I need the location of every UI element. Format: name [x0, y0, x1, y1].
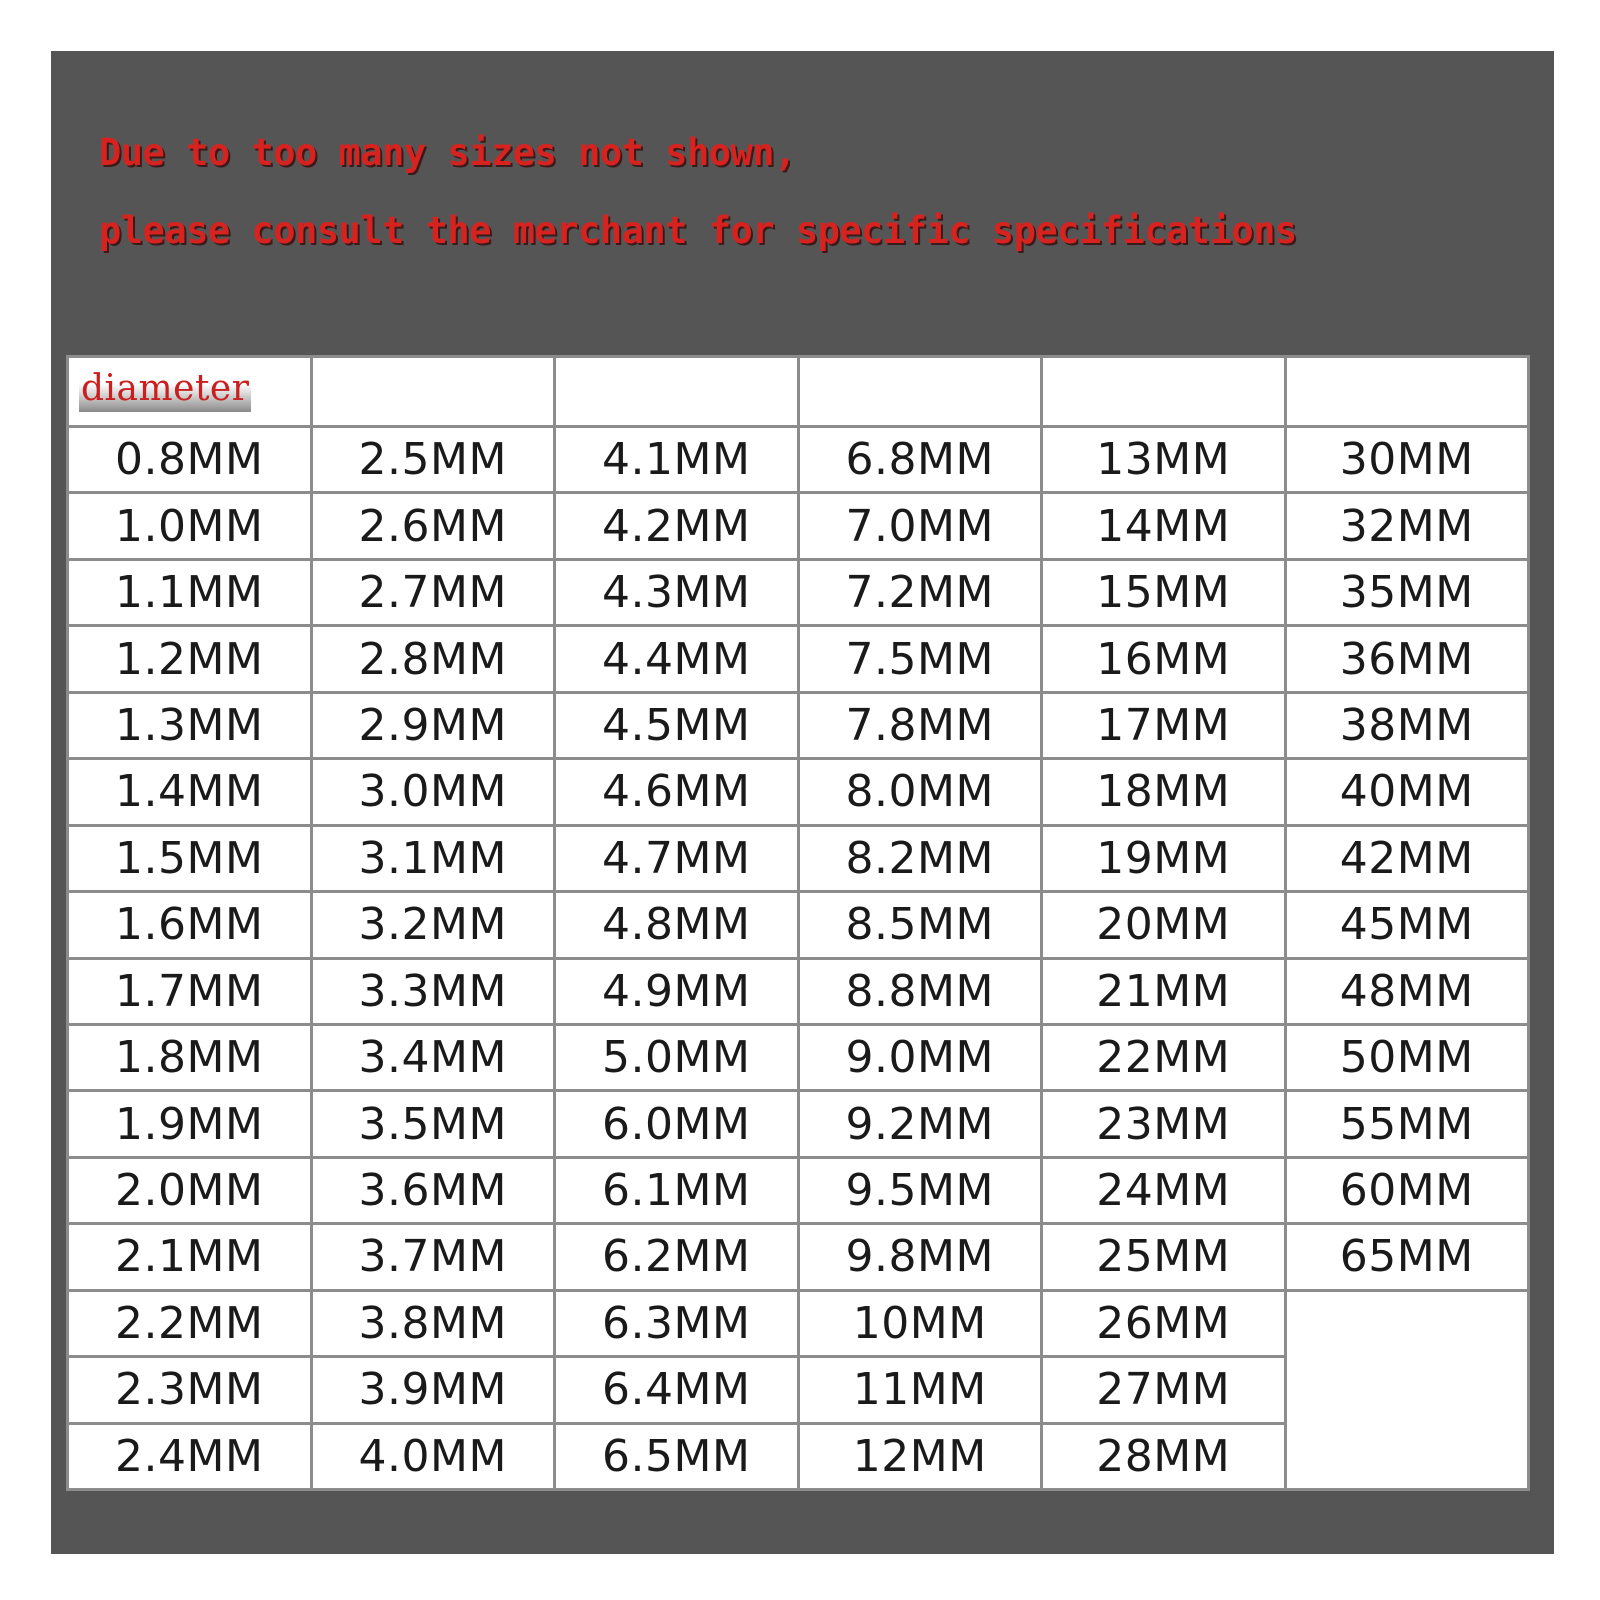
size-cell: 36MM [1287, 627, 1528, 690]
size-cell: 3.0MM [313, 760, 554, 823]
size-cell: 5.0MM [556, 1026, 797, 1089]
size-cell: 60MM [1287, 1159, 1528, 1222]
size-cell: 25MM [1043, 1225, 1284, 1288]
diameter-label: diameter [79, 366, 251, 412]
size-cell: 4.0MM [313, 1425, 554, 1488]
size-cell: 1.3MM [69, 694, 310, 757]
size-cell: 4.4MM [556, 627, 797, 690]
size-cell: 3.2MM [313, 893, 554, 956]
size-cell: 35MM [1287, 561, 1528, 624]
size-cell: 1.6MM [69, 893, 310, 956]
size-cell: 21MM [1043, 960, 1284, 1023]
size-cell: 2.9MM [313, 694, 554, 757]
size-cell: 3.8MM [313, 1292, 554, 1355]
size-cell: 6.5MM [556, 1425, 797, 1488]
size-cell: 3.6MM [313, 1159, 554, 1222]
size-cell: 2.8MM [313, 627, 554, 690]
size-cell: 6.4MM [556, 1358, 797, 1421]
size-cell: 1.4MM [69, 760, 310, 823]
size-cell: 7.2MM [800, 561, 1041, 624]
size-cell: 6.3MM [556, 1292, 797, 1355]
size-cell: 19MM [1043, 827, 1284, 890]
size-cell: 45MM [1287, 893, 1528, 956]
size-cell: 1.5MM [69, 827, 310, 890]
size-cell: 3.9MM [313, 1358, 554, 1421]
header-blank-cell [313, 358, 554, 425]
size-cell: 2.1MM [69, 1225, 310, 1288]
size-cell: 2.5MM [313, 428, 554, 491]
size-cell: 4.1MM [556, 428, 797, 491]
size-cell: 7.8MM [800, 694, 1041, 757]
size-cell: 24MM [1043, 1159, 1284, 1222]
size-cell: 4.6MM [556, 760, 797, 823]
size-cell: 3.3MM [313, 960, 554, 1023]
size-cell: 10MM [800, 1292, 1041, 1355]
size-cell: 2.6MM [313, 494, 554, 557]
size-cell: 4.2MM [556, 494, 797, 557]
size-cell: 1.2MM [69, 627, 310, 690]
size-cell: 6.2MM [556, 1225, 797, 1288]
size-cell: 3.5MM [313, 1092, 554, 1155]
size-cell: 7.5MM [800, 627, 1041, 690]
size-cell: 48MM [1287, 960, 1528, 1023]
size-cell: 1.0MM [69, 494, 310, 557]
size-cell: 4.5MM [556, 694, 797, 757]
header-blank-cell [1287, 358, 1528, 425]
size-cell: 6.8MM [800, 428, 1041, 491]
size-cell: 2.0MM [69, 1159, 310, 1222]
size-cell: 20MM [1043, 893, 1284, 956]
size-cell: 12MM [800, 1425, 1041, 1488]
size-cell: 8.5MM [800, 893, 1041, 956]
size-cell: 6.0MM [556, 1092, 797, 1155]
diameter-header-cell [69, 358, 310, 425]
size-cell: 30MM [1287, 428, 1528, 491]
size-cell: 38MM [1287, 694, 1528, 757]
empty-cell [1287, 1292, 1528, 1488]
size-cell: 11MM [800, 1358, 1041, 1421]
size-cell: 3.1MM [313, 827, 554, 890]
size-cell: 4.3MM [556, 561, 797, 624]
header-blank-cell [1043, 358, 1284, 425]
size-cell: 17MM [1043, 694, 1284, 757]
size-cell: 13MM [1043, 428, 1284, 491]
size-cell: 8.0MM [800, 760, 1041, 823]
size-cell: 9.5MM [800, 1159, 1041, 1222]
size-cell: 40MM [1287, 760, 1528, 823]
size-cell: 4.8MM [556, 893, 797, 956]
size-cell: 1.9MM [69, 1092, 310, 1155]
size-cell: 1.7MM [69, 960, 310, 1023]
size-cell: 27MM [1043, 1358, 1284, 1421]
size-cell: 26MM [1043, 1292, 1284, 1355]
header-blank-cell [556, 358, 797, 425]
notice-line-1: Due to too many sizes not shown, [99, 131, 796, 174]
size-table [66, 355, 1530, 1491]
size-cell: 7.0MM [800, 494, 1041, 557]
size-cell: 9.8MM [800, 1225, 1041, 1288]
size-cell: 32MM [1287, 494, 1528, 557]
notice-line-2: please consult the merchant for specific specifications [99, 209, 1297, 252]
size-cell: 9.0MM [800, 1026, 1041, 1089]
size-cell: 22MM [1043, 1026, 1284, 1089]
size-cell: 23MM [1043, 1092, 1284, 1155]
size-cell: 9.2MM [800, 1092, 1041, 1155]
size-cell: 65MM [1287, 1225, 1528, 1288]
size-cell: 42MM [1287, 827, 1528, 890]
size-cell: 2.7MM [313, 561, 554, 624]
size-cell: 6.1MM [556, 1159, 797, 1222]
size-cell: 3.4MM [313, 1026, 554, 1089]
size-cell: 0.8MM [69, 428, 310, 491]
size-cell: 8.2MM [800, 827, 1041, 890]
size-cell: 2.4MM [69, 1425, 310, 1488]
size-cell: 2.2MM [69, 1292, 310, 1355]
size-cell: 15MM [1043, 561, 1284, 624]
size-cell: 2.3MM [69, 1358, 310, 1421]
size-cell: 4.9MM [556, 960, 797, 1023]
size-cell: 1.8MM [69, 1026, 310, 1089]
size-cell: 55MM [1287, 1092, 1528, 1155]
size-cell: 18MM [1043, 760, 1284, 823]
size-cell: 16MM [1043, 627, 1284, 690]
header-blank-cell [800, 358, 1041, 425]
size-cell: 4.7MM [556, 827, 797, 890]
size-cell: 1.1MM [69, 561, 310, 624]
size-cell: 50MM [1287, 1026, 1528, 1089]
size-cell: 8.8MM [800, 960, 1041, 1023]
size-cell: 28MM [1043, 1425, 1284, 1488]
size-cell: 14MM [1043, 494, 1284, 557]
size-cell: 3.7MM [313, 1225, 554, 1288]
